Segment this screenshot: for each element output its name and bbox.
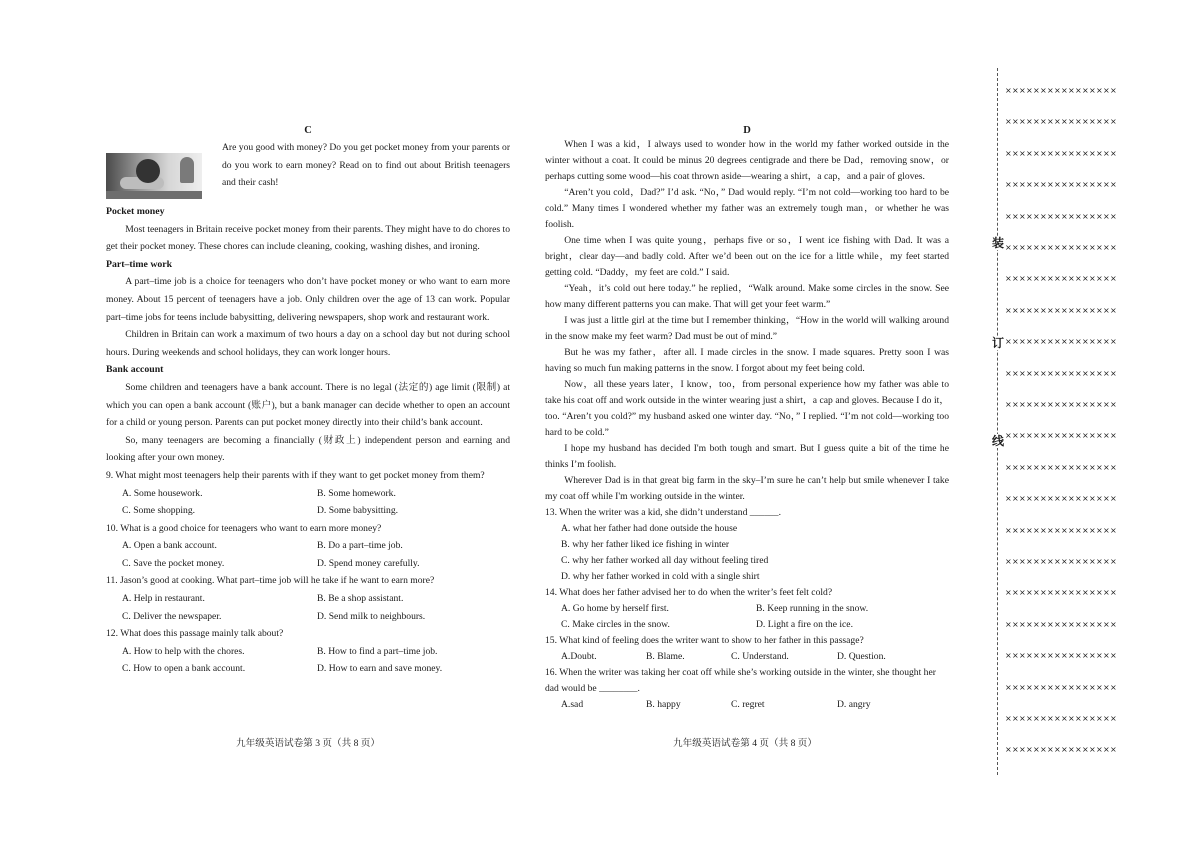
option-d[interactable]: D. Question. xyxy=(837,651,886,662)
story-paragraph: When I was a kid，I always used to wonder how in the world my father worked outside in the winter without a coat. It could be minus 20 degrees centigrade and there be Dad，removing snow，or perhaps cutting some wood—his coat thrown aside—wearing a shirt，a cap，and a pair of gloves. xyxy=(545,139,949,182)
x-mark-row: ×××××××××××××××× xyxy=(1005,745,1118,755)
x-mark-row: ×××××××××××××××× xyxy=(1005,462,1118,472)
option-c[interactable]: C. regret xyxy=(731,699,765,710)
section-title-d: D xyxy=(743,125,751,136)
x-mark-row: ×××××××××××××××× xyxy=(1005,368,1118,378)
question-text: 12. What does this passage mainly talk about? xyxy=(106,628,284,640)
option-list xyxy=(545,521,949,585)
binding-char-ding: 订 xyxy=(992,336,1005,350)
x-mark-row: ×××××××××××××××× xyxy=(1005,211,1118,221)
option-b[interactable]: B. Be a shop assistant. xyxy=(317,593,404,605)
option-d[interactable]: D. Send milk to neighbours. xyxy=(317,610,426,622)
x-mark-row: ×××××××××××××××× xyxy=(1005,682,1118,692)
x-mark-row: ×××××××××××××××× xyxy=(1005,525,1118,535)
heading-bank-account: Bank account xyxy=(106,364,164,376)
paragraph-bank-1: Some children and teenagers have a bank account. There is no legal (法定的) age limit (限制) at which you can open a bank account (账户), but a bank manager can decide whether to open an account for a child or young person. Parents can put pocket money directly into their child’s bank account. xyxy=(106,381,510,429)
intro-block xyxy=(106,139,510,203)
x-mark-row: ×××××××××××××××× xyxy=(1005,588,1118,598)
option-list xyxy=(106,643,510,678)
question-12 xyxy=(106,625,510,678)
paragraph-part-time-1: A part–time job is a choice for teenagers who don’t have pocket money or who want to earn more money. About 15 percent of teenagers have a job. Only children over the age of 13 can work. Popular part–time jobs for teens include babysitting, delivering newspapers, shop work and restaurant work. xyxy=(106,276,510,323)
binding-dashed-line xyxy=(997,68,998,775)
x-mark-row: ×××××××××××××××× xyxy=(1005,557,1118,566)
heading-pocket-money: Pocket money xyxy=(106,206,165,217)
story-paragraph: I was just a little girl at the time but I remember thinking，“How in the world will walking around in the snow make my feet warm? Dad must be out of mind.” xyxy=(545,315,949,342)
option-list xyxy=(545,697,949,713)
question-13 xyxy=(545,505,949,585)
option-a[interactable]: A. Go home by herself first. xyxy=(561,603,669,614)
x-mark-row: ×××××××××××××××× xyxy=(1005,117,1118,127)
option-a[interactable]: A. Some housework. xyxy=(122,487,203,499)
section-title-c: C xyxy=(304,125,312,136)
option-a[interactable]: A.Doubt. xyxy=(561,651,597,662)
option-a[interactable]: A. Help in restaurant. xyxy=(122,593,205,605)
option-a[interactable]: A. what her father had done outside the house xyxy=(561,523,738,534)
option-c[interactable]: C. Some shopping. xyxy=(122,505,196,517)
option-list xyxy=(106,590,510,625)
question-11 xyxy=(106,572,510,625)
option-d[interactable]: D. Some babysitting. xyxy=(317,505,399,517)
question-text: 16. When the writer was taking her coat off while she’s working outside in the winter, she thought her dad would be ________. xyxy=(545,667,936,694)
option-list xyxy=(106,485,510,520)
x-mark-row: ×××××××××××××××× xyxy=(1005,86,1118,95)
x-mark-row: ×××××××××××××××× xyxy=(1005,619,1118,629)
reading-section-c xyxy=(106,124,510,678)
option-c[interactable]: C. why her father worked all day without feeling tired xyxy=(561,555,769,566)
option-d[interactable]: D. angry xyxy=(837,699,871,710)
option-b[interactable]: B. Blame. xyxy=(646,651,685,662)
story-paragraph: I hope my husband has decided I'm both tough and smart. But I guess quite a bit of the time he thinks I’m foolish. xyxy=(545,443,949,470)
option-d[interactable]: D. why her father worked in cold with a single shirt xyxy=(561,571,760,582)
question-text: 14. What does her father advised her to do when the writer’s feet felt cold? xyxy=(545,587,833,598)
story-paragraph: But he was my father，after all. I made circles in the snow. I made squares. Pretty soon I was having so much fun making patterns in the snow. I forgot about my feet being cold. xyxy=(545,347,949,374)
paragraph-pocket-money: Most teenagers in Britain receive pocket money from their parents. They might have to do chores to get their pocket money. These chores can include cleaning, cooking, washing dishes, and ironing. xyxy=(106,223,510,253)
option-a[interactable]: A.sad xyxy=(561,699,584,710)
paragraph-bank-2: So, many teenagers are becoming a financially (财政上) independent person and earning and looking after your own money. xyxy=(106,434,510,464)
option-a[interactable]: A. How to help with the chores. xyxy=(122,645,245,657)
girl-with-money-photo xyxy=(106,153,202,199)
option-a[interactable]: A. Open a bank account. xyxy=(122,540,217,552)
paragraph-part-time-2: Children in Britain can work a maximum of two hours a day on a school day but not during school hours. During weekends and school holidays, they can work longer hours. xyxy=(106,329,510,358)
question-text: 11. Jason’s good at cooking. What part–time job will he take if he want to earn more? xyxy=(106,575,435,587)
option-c[interactable]: C. Deliver the newspaper. xyxy=(122,610,222,622)
option-c[interactable]: C. Understand. xyxy=(731,651,789,662)
story-paragraph: Wherever Dad is in that great big farm in the sky–I’m sure he can’t help but smile whenever I take my coat off while I'm working outside in the winter. xyxy=(545,475,949,502)
option-d[interactable]: D. Spend money carefully. xyxy=(317,557,420,569)
question-text: 9. What might most teenagers help their parents with if they want to get pocket money from them? xyxy=(106,469,485,481)
x-mark-row: ×××××××××××××××× xyxy=(1005,180,1118,190)
binding-char-zhuang: 装 xyxy=(992,236,1005,250)
question-9 xyxy=(106,467,510,520)
option-c[interactable]: C. Save the pocket money. xyxy=(122,557,225,569)
story-paragraph: “Yeah，it’s cold out here today.” he replied，“Walk around. Make some circles in the snow. See how many different patterns you can make. That will get your feet warm.” xyxy=(545,283,949,310)
question-text: 10. What is a good choice for teenagers who want to earn more money? xyxy=(106,522,382,534)
reading-section-d xyxy=(545,124,949,713)
question-16 xyxy=(545,665,949,713)
option-b[interactable]: B. happy xyxy=(646,699,681,710)
option-b[interactable]: B. Keep running in the snow. xyxy=(756,603,869,614)
option-d[interactable]: D. How to earn and save money. xyxy=(317,663,443,675)
page-footer-4: 九年级英语试卷第 4 页（共 8 页） xyxy=(673,738,817,749)
option-c[interactable]: C. How to open a bank account. xyxy=(122,663,246,675)
option-b[interactable]: B. Do a part–time job. xyxy=(317,540,403,552)
x-mark-row: ×××××××××××××××× xyxy=(1005,400,1118,409)
x-mark-row: ×××××××××××××××× xyxy=(1005,243,1118,252)
binding-char-xian: 线 xyxy=(992,434,1005,448)
x-mark-row: ×××××××××××××××× xyxy=(1005,337,1118,347)
option-d[interactable]: D. Light a fire on the ice. xyxy=(756,619,853,630)
page-footer-3: 九年级英语试卷第 3 页（共 8 页） xyxy=(236,738,380,749)
x-mark-row: ×××××××××××××××× xyxy=(1005,494,1118,504)
x-mark-row: ×××××××××××××××× xyxy=(1005,714,1118,723)
intro-text: Are you good with money? Do you get pocket money from your parents or do you work to earn money? Read on to find out about British teenagers and their cash! xyxy=(222,142,510,189)
x-mark-row: ×××××××××××××××× xyxy=(1005,274,1118,284)
story-paragraph: “Aren’t you cold，Dad?” I’d ask. “No，” Dad would reply. “I’m not cold—working too hard to be cold.” Many times I wondered whether my father was an extremely tough man，or whether he was foolish. xyxy=(545,187,949,230)
question-14 xyxy=(545,585,949,633)
x-mark-row: ×××××××××××××××× xyxy=(1005,148,1118,158)
option-b[interactable]: B. How to find a part–time job. xyxy=(317,645,438,657)
question-15 xyxy=(545,633,949,665)
heading-part-time-work: Part–time work xyxy=(106,258,173,270)
question-text: 13. When the writer was a kid, she didn’t understand ______. xyxy=(545,507,781,518)
option-list xyxy=(545,649,949,665)
story-paragraph: Now，all these years later，I know，too，from personal experience how my father was able to take his coat off and work outside in the winter wearing just a shirt，a cap and gloves. Because I do it，too. “Aren’t you cold?” my husband asked one winter day. “No，” I replied. “I’m not cold—working too hard to be cold.” xyxy=(545,379,949,438)
option-b[interactable]: B. Some homework. xyxy=(317,487,396,499)
x-mark-row: ×××××××××××××××× xyxy=(1005,305,1118,315)
x-mark-row: ×××××××××××××××× xyxy=(1005,651,1118,661)
question-10 xyxy=(106,520,510,573)
option-list xyxy=(106,537,510,572)
story-paragraph: One time when I was quite young，perhaps five or so，I went ice fishing with Dad. It was a bright，clear day—and badly cold. After we’d been out on the ice for a little while，my feet started getting cold. “Daddy，my feet are cold.” I said. xyxy=(545,235,949,278)
x-mark-row: ×××××××××××××××× xyxy=(1005,431,1118,441)
option-c[interactable]: C. Make circles in the snow. xyxy=(561,619,670,630)
option-b[interactable]: B. why her father liked ice fishing in winter xyxy=(561,539,730,550)
option-list xyxy=(545,601,949,633)
question-text: 15. What kind of feeling does the writer want to show to her father in this passage? xyxy=(545,635,864,646)
